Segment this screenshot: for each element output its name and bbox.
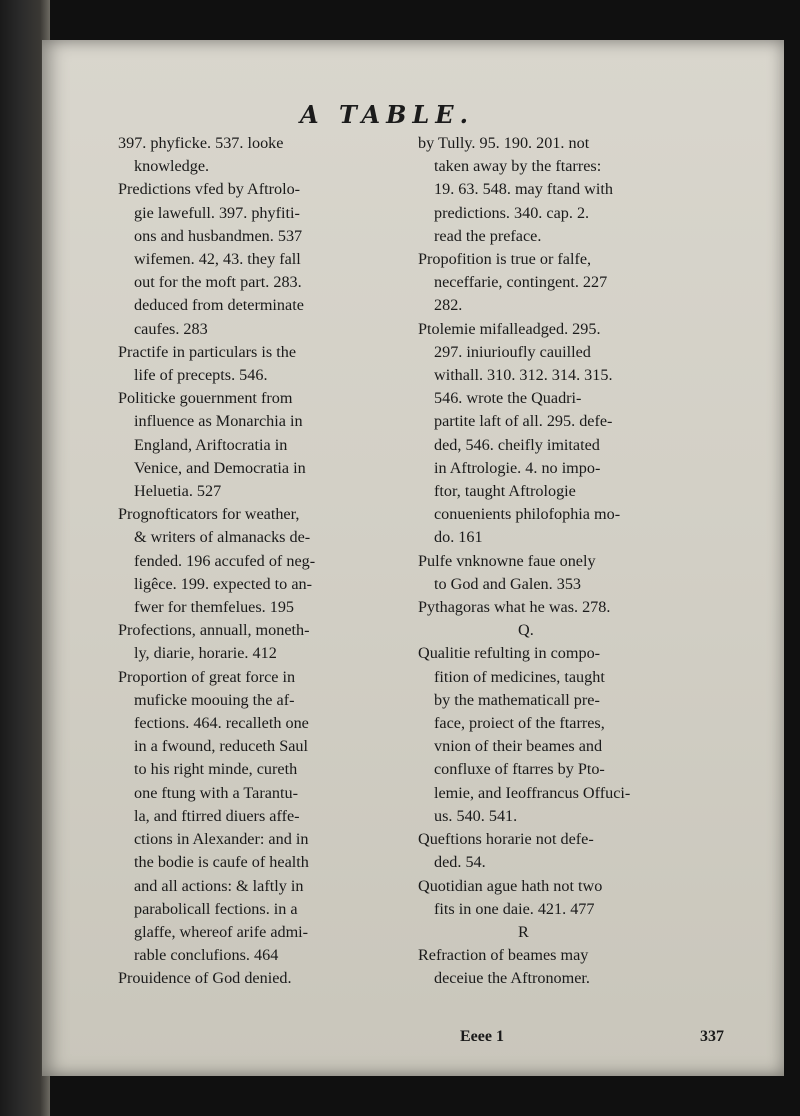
index-line: fits in one daie. 421. 477: [434, 899, 595, 918]
index-line: rable conclufions. 464: [134, 946, 279, 965]
index-line: Ptolemie mifalleadged. 295.: [418, 319, 601, 338]
index-line: and all actions: & laftly in: [134, 876, 304, 895]
index-line: confluxe of ftarres by Pto-: [434, 760, 605, 779]
index-line: by the mathematicall pre-: [434, 690, 600, 709]
index-line: to God and Galen. 353: [434, 574, 582, 593]
index-line: by Tully. 95. 190. 201. not: [418, 134, 590, 152]
index-line: us. 540. 541.: [434, 806, 518, 825]
index-line: Practife in particulars is the: [118, 342, 296, 361]
index-line: parabolicall fections. in a: [134, 899, 298, 918]
index-line: neceffarie, contingent. 227: [434, 273, 608, 292]
index-column-left: [118, 132, 410, 991]
index-line: Prouidence of God denied.: [118, 969, 292, 988]
index-line: withall. 310. 312. 314. 315.: [434, 366, 613, 385]
index-line: la, and ftirred diuers affe-: [134, 806, 300, 825]
index-line: Proportion of great force in: [118, 667, 296, 686]
index-line: lemie, and Ieoffrancus Offuci-: [434, 783, 631, 802]
index-line: caufes. 283: [134, 319, 208, 338]
index-line: Heluetia. 527: [134, 482, 222, 501]
index-line: Quotidian ague hath not two: [418, 876, 603, 895]
index-line: to his right minde, cureth: [134, 760, 298, 779]
index-line: read the preface.: [434, 226, 542, 245]
index-line: ly, diarie, horarie. 412: [134, 644, 277, 663]
section-letter-r: R: [518, 922, 529, 941]
index-line: fition of medicines, taught: [434, 667, 605, 686]
index-line: ons and husbandmen. 537: [134, 226, 303, 245]
index-line: life of precepts. 546.: [134, 366, 268, 385]
index-line: ctions in Alexander: and in: [134, 830, 309, 849]
index-line: one ftung with a Tarantu-: [134, 783, 298, 802]
index-line: Qualitie refulting in compo-: [418, 644, 601, 663]
running-head: A TABLE.: [300, 100, 474, 129]
index-line: Venice, and Democratia in: [134, 458, 306, 477]
index-line: Pythagoras what he was. 278.: [418, 598, 611, 617]
index-line: 546. wrote the Quadri-: [434, 389, 582, 408]
index-line: Profections, annuall, moneth-: [118, 621, 310, 640]
catchword: 337: [700, 1028, 724, 1045]
index-line: knowledge.: [134, 157, 210, 176]
index-line: the bodie is caufe of health: [134, 853, 309, 872]
index-line: taken away by the ftarres:: [434, 157, 602, 176]
index-line: 282.: [434, 296, 463, 315]
index-line: predictions. 340. cap. 2.: [434, 203, 590, 222]
index-line: England, Ariftocratia in: [134, 435, 288, 454]
index-line: Pulfe vnknowne faue onely: [418, 551, 596, 570]
index-line: 19. 63. 548. may ftand with: [434, 180, 613, 199]
index-line: do. 161: [434, 528, 483, 547]
index-line: deduced from determinate: [134, 296, 304, 315]
index-line: fections. 464. recalleth one: [134, 714, 309, 733]
index-line: influence as Monarchia in: [134, 412, 303, 431]
index-line: 297. iniurioufly cauilled: [434, 342, 591, 361]
index-line: Refraction of beames may: [418, 946, 589, 965]
index-line: muficke moouing the af-: [134, 690, 295, 709]
index-line: glaffe, whereof arife admi-: [134, 922, 309, 941]
index-column-right: [418, 132, 748, 991]
index-line: ded. 54.: [434, 853, 486, 872]
index-line: conuenients philofophia mo-: [434, 505, 621, 524]
index-line: in a fwound, reduceth Saul: [134, 737, 308, 756]
section-letter-q: Q.: [518, 621, 534, 640]
index-line: Predictions vfed by Aftrolo-: [118, 180, 301, 199]
index-line: ligêce. 199. expected to an-: [134, 574, 312, 593]
index-line: out for the moft part. 283.: [134, 273, 302, 292]
index-line: Propofition is true or falfe,: [418, 250, 592, 269]
index-line: ded, 546. cheifly imitated: [434, 435, 600, 454]
index-line: deceiue the Aftronomer.: [434, 969, 590, 988]
index-line: Prognofticators for weather,: [118, 505, 300, 524]
index-line: Politicke gouernment from: [118, 389, 293, 408]
index-line: Queftions horarie not defe-: [418, 830, 594, 849]
index-line: wifemen. 42, 43. they fall: [134, 250, 301, 269]
index-line: vnion of their beames and: [434, 737, 603, 756]
index-line: ftor, taught Aftrologie: [434, 482, 576, 501]
index-line: face, proiect of the ftarres,: [434, 714, 605, 733]
index-line: & writers of almanacks de-: [134, 528, 311, 547]
signature-mark: Eeee 1: [460, 1028, 504, 1045]
index-line: in Aftrologie. 4. no impo-: [434, 458, 601, 477]
index-line: 397. phyficke. 537. looke: [118, 134, 284, 152]
index-line: partite laft of all. 295. defe-: [434, 412, 613, 431]
index-line: gie lawefull. 397. phyfiti-: [134, 203, 300, 222]
index-line: fended. 196 accufed of neg-: [134, 551, 316, 570]
index-line: fwer for themfelues. 195: [134, 598, 295, 617]
